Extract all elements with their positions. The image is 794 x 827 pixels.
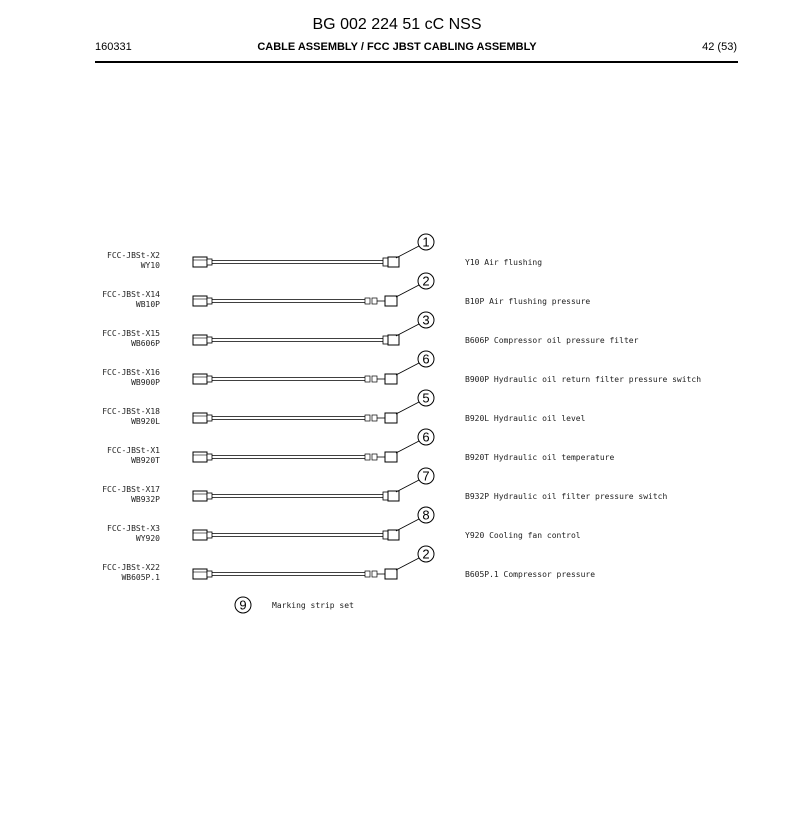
left-connector-boot bbox=[207, 298, 212, 304]
left-connector bbox=[193, 530, 207, 540]
leader-line bbox=[396, 480, 419, 492]
right-plug-boot bbox=[383, 492, 388, 500]
left-connector bbox=[193, 452, 207, 462]
marking-strip-bubble-number: 9 bbox=[239, 597, 247, 613]
cable-description: Y10 Air flushing bbox=[465, 258, 543, 267]
left-connector bbox=[193, 335, 207, 345]
left-connector bbox=[193, 413, 207, 423]
left-connector-boot bbox=[207, 493, 212, 499]
wire-label: WB606P bbox=[131, 339, 160, 348]
connector-label: FCC-JBSt-X2 bbox=[107, 251, 160, 260]
page-number: 42 (53) bbox=[702, 41, 737, 53]
item-bubble-number: 2 bbox=[422, 273, 430, 289]
connector-label: FCC-JBSt-X15 bbox=[102, 329, 160, 338]
left-connector bbox=[193, 374, 207, 384]
wire-label: WB920L bbox=[131, 417, 160, 426]
connector-label: FCC-JBSt-X1 bbox=[107, 446, 160, 455]
sensor-connector bbox=[385, 296, 397, 306]
sensor-ring bbox=[365, 415, 370, 421]
marking-strip-label: Marking strip set bbox=[272, 601, 354, 610]
leader-line bbox=[396, 519, 419, 531]
wire-label: WY10 bbox=[140, 261, 160, 270]
right-plug-boot bbox=[383, 258, 388, 266]
sensor-ring bbox=[365, 298, 370, 304]
right-plug bbox=[388, 335, 399, 345]
connector-label: FCC-JBSt-X3 bbox=[107, 524, 160, 533]
leader-line bbox=[396, 246, 419, 258]
wire-label: WB10P bbox=[135, 300, 160, 309]
sensor-ring bbox=[372, 415, 377, 421]
cable-description: Y920 Cooling fan control bbox=[465, 531, 581, 540]
sensor-connector bbox=[385, 569, 397, 579]
sensor-ring bbox=[365, 454, 370, 460]
sensor-ring bbox=[365, 376, 370, 382]
wire-label: WB932P bbox=[131, 495, 160, 504]
item-bubble-number: 7 bbox=[422, 468, 430, 484]
wire-label: WB920T bbox=[131, 456, 160, 465]
sensor-ring bbox=[365, 571, 370, 577]
item-bubble-number: 5 bbox=[422, 390, 430, 406]
leader-line bbox=[396, 324, 419, 336]
sensor-ring bbox=[372, 454, 377, 460]
leader-line bbox=[396, 285, 419, 297]
right-plug-boot bbox=[383, 531, 388, 539]
connector-label: FCC-JBSt-X14 bbox=[102, 290, 160, 299]
item-bubble-number: 6 bbox=[422, 351, 430, 367]
left-connector-boot bbox=[207, 454, 212, 460]
wire-label: WB605P.1 bbox=[121, 573, 160, 582]
cable-description: B932P Hydraulic oil filter pressure switch bbox=[465, 492, 668, 501]
page-title: CABLE ASSEMBLY / FCC JBST CABLING ASSEMBLY bbox=[257, 41, 537, 53]
cable-description: B900P Hydraulic oil return filter pressure switch bbox=[465, 375, 702, 384]
leader-line bbox=[396, 402, 419, 414]
cable-description: B920L Hydraulic oil level bbox=[465, 414, 586, 423]
left-connector-boot bbox=[207, 337, 212, 343]
left-connector bbox=[193, 491, 207, 501]
left-connector-boot bbox=[207, 259, 212, 265]
left-connector bbox=[193, 257, 207, 267]
sensor-connector bbox=[385, 374, 397, 384]
left-connector bbox=[193, 569, 207, 579]
cable-description: B605P.1 Compressor pressure bbox=[465, 570, 596, 579]
left-connector-boot bbox=[207, 415, 212, 421]
left-connector bbox=[193, 296, 207, 306]
sensor-connector bbox=[385, 413, 397, 423]
connector-label: FCC-JBSt-X17 bbox=[102, 485, 160, 494]
leader-line bbox=[396, 558, 419, 570]
sensor-connector bbox=[385, 452, 397, 462]
item-bubble-number: 3 bbox=[422, 312, 430, 328]
item-bubble-number: 6 bbox=[422, 429, 430, 445]
cable-description: B606P Compressor oil pressure filter bbox=[465, 336, 639, 345]
cable-description: B10P Air flushing pressure bbox=[465, 297, 591, 306]
connector-label: FCC-JBSt-X22 bbox=[102, 563, 160, 572]
leader-line bbox=[396, 363, 419, 375]
date-code: 160331 bbox=[95, 41, 132, 53]
right-plug-boot bbox=[383, 336, 388, 344]
left-connector-boot bbox=[207, 532, 212, 538]
connector-label: FCC-JBSt-X16 bbox=[102, 368, 160, 377]
sensor-ring bbox=[372, 376, 377, 382]
item-bubble-number: 8 bbox=[422, 507, 430, 523]
right-plug bbox=[388, 530, 399, 540]
item-bubble-number: 1 bbox=[422, 234, 430, 250]
sensor-ring bbox=[372, 571, 377, 577]
document-number: BG 002 224 51 cC NSS bbox=[312, 16, 482, 33]
item-bubble-number: 2 bbox=[422, 546, 430, 562]
right-plug bbox=[388, 491, 399, 501]
right-plug bbox=[388, 257, 399, 267]
wire-label: WB900P bbox=[131, 378, 160, 387]
sensor-ring bbox=[372, 298, 377, 304]
wire-label: WY920 bbox=[135, 534, 160, 543]
connector-label: FCC-JBSt-X18 bbox=[102, 407, 160, 416]
leader-line bbox=[396, 441, 419, 453]
cable-description: B920T Hydraulic oil temperature bbox=[465, 453, 615, 462]
left-connector-boot bbox=[207, 571, 212, 577]
left-connector-boot bbox=[207, 376, 212, 382]
